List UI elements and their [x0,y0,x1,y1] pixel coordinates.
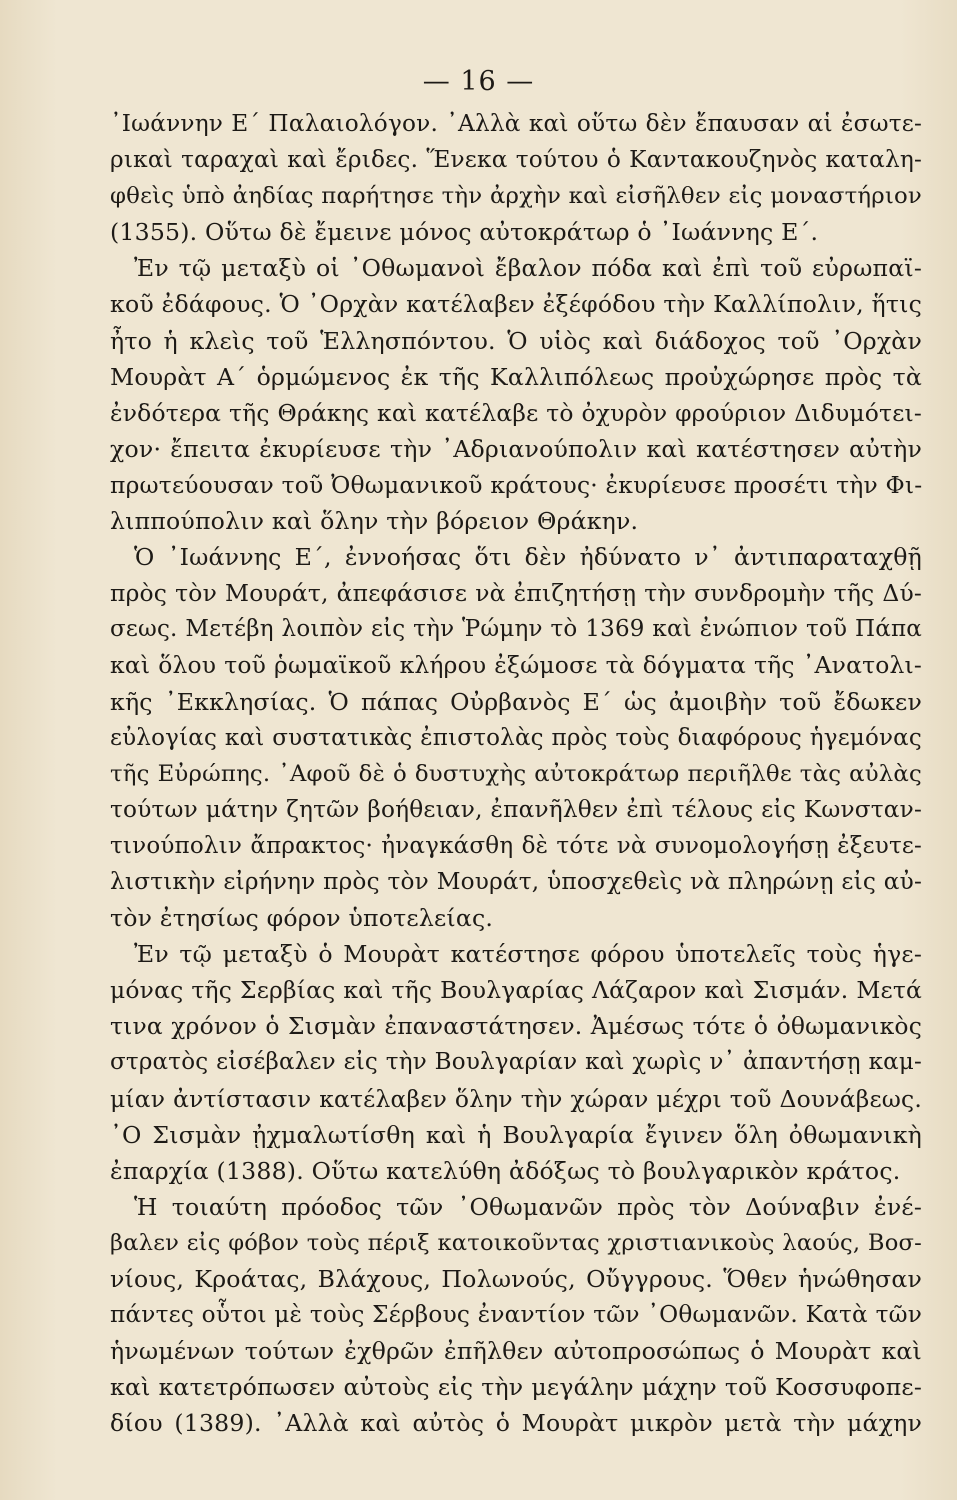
text-line: δίου (1389). ᾿Αλλὰ καὶ αὐτὸς ὁ Μουρὰτ μικρὸν μετὰ τὴν μάχην [110,1409,922,1438]
text-line: βαλεν εἰς φόβον τοὺς πέριξ κατοικοῦντας χριστιανικοὺς λαούς, Βοσ- [110,1229,922,1256]
text-line: ἐνδότερα τῆς Θράκης καὶ κατέλαβε τὸ ὀχυρὸν φρούριον Διδυμότει- [110,398,922,427]
text-line: ᾿Ο Σισμὰν ᾐχμαλωτίσθη καὶ ἡ Βουλγαρία ἔγινεν ὅλη ὀθωμανικὴ [110,1120,922,1149]
text-line: σεως. Μετέβη λοιπὸν εἰς τὴν Ῥώμην τὸ 1369 καὶ ἐνώπιον τοῦ Πάπα [110,616,922,643]
text-line: Ἐν τῷ μεταξὺ ὁ Μουρὰτ κατέστησε φόρου ὑποτελεῖς τοὺς ἡγε- [134,940,922,969]
text-line: ἡνωμένων τούτων ἐχθρῶν ἐπῆλθεν αὐτοπροσώπως ὁ Μουρὰτ καὶ [110,1337,922,1366]
text-line: ᾿Ιωάννην Ε΄ Παλαιολόγον. ᾿Αλλὰ καὶ οὕτω δὲν ἔπαυσαν αἱ ἐσωτε- [110,110,922,137]
text-line: εὐλογίας καὶ συστατικὰς ἐπιστολὰς πρὸς τοὺς διαφόρους ἡγεμόνας [110,724,922,751]
text-line: Ἡ τοιαύτη πρόοδος τῶν ᾿Οθωμανῶν πρὸς τὸν Δούναβιν ἐνέ- [134,1192,922,1221]
text-line: Μουρὰτ Α΄ ὁρμώμενος ἐκ τῆς Καλλιπόλεως προὐχώρησε πρὸς τὰ [110,362,922,391]
text-line: πρωτεύουσαν τοῦ Ὀθωμανικοῦ κράτους· ἐκυρίευσε προσέτι τὴν Φι- [110,470,923,499]
text-line: μόνας τῆς Σερβίας καὶ τῆς Βουλγαρίας Λάζαρον καὶ Σισμάν. Μετά [110,976,922,1005]
body-text [110,106,922,1441]
text-line: (1355). Οὕτω δὲ ἔμεινε μόνος αὐτοκράτωρ ὁ ᾿Ιωάννης Ε΄. [110,218,819,247]
text-line: τὸν ἐτησίως φόρον ὑποτελείας. [110,904,494,933]
text-line: λιστικὴν εἰρήνην πρὸς τὸν Μουράτ, ὑποσχεθεὶς νὰ πληρώνῃ εἰς αὐ- [110,867,922,895]
text-line: καὶ κατετρόπωσεν αὐτοὺς εἰς τὴν μεγάλην μάχην τοῦ Κοσσυφοπε- [110,1373,922,1402]
text-line: κοῦ ἐδάφους. Ὁ ᾿Ορχὰν κατέλαβεν ἐξέφόδου τὴν Καλλίπολιν, ἥτις [110,290,922,319]
text-line: φθεὶς ὑπὸ ἀηδίας παρήτησε τὴν ἀρχὴν καὶ εἰσῆλθεν εἰς μοναστήριον [110,183,922,210]
page-number: — 16 — [422,66,535,97]
text-line: τούτων μάτην ζητῶν βοήθειαν, ἐπανῆλθεν ἐπὶ τέλους εἰς Κωνσταν- [110,795,922,823]
text-line: λιππούπολιν καὶ ὅλην τὴν βόρειον Θράκην. [110,507,639,536]
text-line: Ἐν τῷ μεταξὺ οἱ ᾿Οθωμανοὶ ἔβαλον πόδα καὶ ἐπὶ τοῦ εὐρωπαϊ- [134,254,922,283]
text-line: ἐπαρχία (1388). Οὕτω κατελύθη ἀδόξως τὸ βουλγαρικὸν κράτος. [110,1156,901,1185]
text-line: πρὸς τὸν Μουράτ, ἀπεφάσισε νὰ ἐπιζητήσῃ τὴν συνδρομὴν τῆς Δύ- [110,579,922,608]
text-line: Ὁ ᾿Ιωάννης Ε΄, ἐννοήσας ὅτι δὲν ἠδύνατο ν᾿ ἀντιπαραταχθῇ [134,543,922,572]
text-line: πάντες οὗτοι μὲ τοὺς Σέρβους ἐναντίον τῶν ᾿Οθωμανῶν. Κατὰ τῶν [110,1301,922,1329]
text-line: νίους, Κροάτας, Βλάχους, Πολωνούς, Οὔγγρους. Ὅθεν ἡνώθησαν [110,1265,922,1293]
text-line: τινούπολιν ἄπρακτος· ἠναγκάσθη δὲ τότε νὰ συνομολογήσῃ ἐξευτε- [110,832,922,859]
text-line: τινα χρόνον ὁ Σισμὰν ἐπαναστάτησεν. Ἀμέσως τότε ὁ ὀθωμανικὸς [110,1012,922,1041]
text-line: κῆς ᾿Εκκλησίας. Ὁ πάπας Οὐρβανὸς Ε΄ ὡς ἀμοιβὴν τοῦ ἔδωκεν [110,687,922,716]
text-line: ρικαὶ ταραχαὶ καὶ ἔριδες. Ἕνεκα τούτου ὁ Καντακουζηνὸς καταλη- [110,146,922,174]
text-line: χον· ἔπειτα ἐκυρίευσε τὴν ᾿Αδριανούπολιν καὶ κατέστησεν αὐτὴν [110,434,922,463]
text-line: τῆς Εὐρώπης. ᾿Αφοῦ δὲ ὁ δυστυχὴς αὐτοκράτωρ περιῆλθε τὰς αὐλὰς [110,760,922,787]
text-line: ἦτο ἡ κλεὶς τοῦ Ἑλλησπόντου. Ὁ υἱὸς καὶ διάδοχος τοῦ ᾿Ορχὰν [110,326,922,355]
text-line: στρατὸς εἰσέβαλεν εἰς τὴν Βουλγαρίαν καὶ χωρὶς ν᾿ ἀπαντήσῃ καμ- [110,1049,922,1076]
text-line: μίαν ἀντίστασιν κατέλαβεν ὅλην τὴν χώραν μέχρι τοῦ Δουνάβεως. [110,1084,922,1113]
text-line: καὶ ὅλου τοῦ ῥωμαϊκοῦ κλήρου ἐξώμοσε τὰ δόγματα τῆς ᾿Ανατολι- [110,651,922,680]
